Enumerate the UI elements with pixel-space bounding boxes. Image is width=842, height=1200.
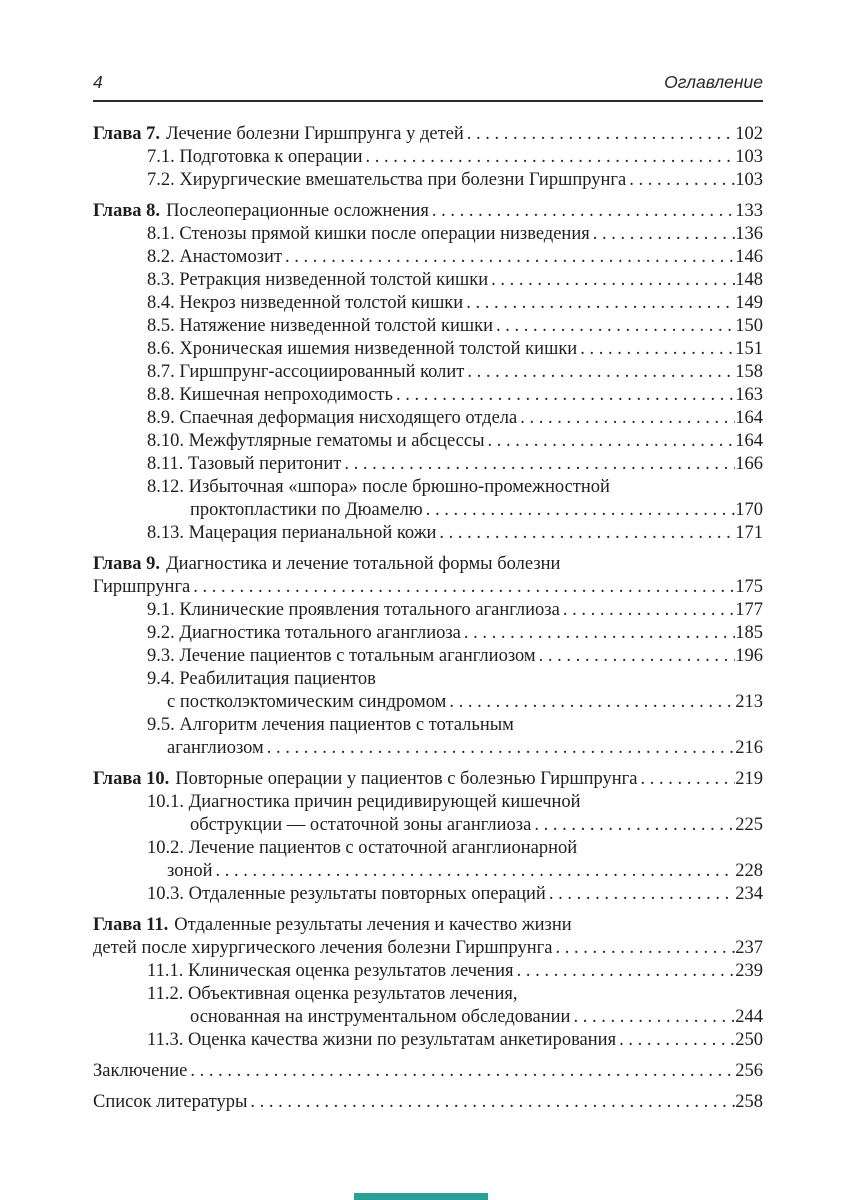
toc-line bbox=[93, 361, 763, 384]
toc-chapter-label: Глава 11. bbox=[93, 915, 169, 935]
toc-page-ref: 164 bbox=[735, 431, 763, 451]
toc-page-ref: 239 bbox=[735, 961, 763, 981]
toc-entry-title: Повторные операции у пациентов с болезнью Гиршпрунга bbox=[175, 769, 638, 789]
toc-chapter-label: Глава 10. bbox=[93, 769, 170, 789]
toc-entry-title: детей после хирургического лечения болезни Гиршпрунга bbox=[93, 938, 553, 958]
toc-entry-title: 9.3. Лечение пациентов с тотальным аганглиозом bbox=[147, 646, 536, 666]
toc-line bbox=[93, 645, 763, 668]
toc-entry-title: 11.1. Клиническая оценка результатов лечения bbox=[147, 961, 514, 981]
toc-line bbox=[93, 737, 763, 760]
toc-line bbox=[93, 146, 763, 169]
toc-line bbox=[93, 860, 763, 883]
toc-line bbox=[93, 768, 763, 791]
toc-line bbox=[93, 223, 763, 246]
dot-leader bbox=[555, 937, 735, 960]
toc-entry-title: 8.7. Гиршпрунг-ассоциированный колит bbox=[147, 362, 465, 382]
toc-page-ref: 228 bbox=[735, 861, 763, 881]
toc-entry-title: 11.3. Оценка качества жизни по результатам анкетирования bbox=[147, 1030, 617, 1050]
toc-entry-title: 9.2. Диагностика тотального аганглиоза bbox=[147, 623, 461, 643]
toc-page-ref: 150 bbox=[735, 316, 763, 336]
toc-line bbox=[93, 791, 763, 814]
toc-line bbox=[93, 960, 763, 983]
toc-page-ref: 225 bbox=[735, 815, 763, 835]
toc-entry-title: 8.3. Ретракция низведенной толстой кишки bbox=[147, 270, 489, 290]
toc-entry-title: 7.1. Подготовка к операции bbox=[147, 147, 363, 167]
toc-line bbox=[93, 622, 763, 645]
dot-leader bbox=[573, 1006, 735, 1029]
toc-entry-title: 8.10. Межфутлярные гематомы и абсцессы bbox=[147, 431, 485, 451]
dot-leader bbox=[488, 430, 736, 453]
toc-line bbox=[93, 914, 763, 937]
toc-entry-title: 8.1. Стенозы прямой кишки после операции низведения bbox=[147, 224, 590, 244]
dot-leader bbox=[517, 960, 736, 983]
toc-line bbox=[93, 200, 763, 223]
toc-line bbox=[93, 384, 763, 407]
toc-page-ref: 196 bbox=[735, 646, 763, 666]
toc-page-ref: 163 bbox=[735, 385, 763, 405]
toc-line bbox=[93, 269, 763, 292]
toc-line bbox=[93, 407, 763, 430]
toc-entry-title: 8.13. Мацерация перианальной кожи bbox=[147, 523, 437, 543]
toc-page-ref: 103 bbox=[735, 147, 763, 167]
toc-line bbox=[93, 338, 763, 361]
toc-page-ref: 237 bbox=[735, 938, 763, 958]
toc-page-ref: 216 bbox=[735, 738, 763, 758]
toc-page-ref: 136 bbox=[735, 224, 763, 244]
toc-chapter-label: Глава 7. bbox=[93, 124, 161, 144]
toc-entry-title: 8.5. Натяжение низведенной толстой кишки bbox=[147, 316, 494, 336]
toc-page-ref: 171 bbox=[735, 523, 763, 543]
toc-line bbox=[93, 292, 763, 315]
toc-entry-title: 8.2. Анастомозит bbox=[147, 247, 283, 267]
dot-leader bbox=[366, 146, 736, 169]
toc-line bbox=[93, 499, 763, 522]
toc-page-ref: 213 bbox=[735, 692, 763, 712]
toc-page-ref: 158 bbox=[735, 362, 763, 382]
toc-entry-title: Отдаленные результаты лечения и качество жизни bbox=[174, 915, 572, 935]
toc-page-ref: 175 bbox=[735, 577, 763, 597]
toc-page-ref: 256 bbox=[735, 1061, 763, 1081]
toc-page-ref: 166 bbox=[735, 454, 763, 474]
toc-line bbox=[93, 837, 763, 860]
toc-line bbox=[93, 1029, 763, 1052]
toc-entry-title: Заключение bbox=[93, 1061, 188, 1081]
running-header bbox=[93, 72, 763, 102]
page-number: 4 bbox=[93, 72, 103, 92]
toc-entry-title: зоной bbox=[167, 861, 213, 881]
dot-leader bbox=[534, 814, 735, 837]
dot-leader bbox=[449, 691, 735, 714]
toc-line bbox=[93, 1091, 763, 1114]
toc-line bbox=[93, 576, 763, 599]
toc-page-ref: 177 bbox=[735, 600, 763, 620]
toc-page-ref: 148 bbox=[735, 270, 763, 290]
toc-line bbox=[93, 599, 763, 622]
toc-entry-title: 10.1. Диагностика причин рецидивирующей кишечной bbox=[147, 792, 581, 812]
toc-entry-title: аганглиозом bbox=[167, 738, 264, 758]
toc-page-ref: 146 bbox=[735, 247, 763, 267]
toc-line bbox=[93, 714, 763, 737]
toc-entry-title: Лечение болезни Гиршпрунга у детей bbox=[166, 124, 464, 144]
toc-entry-title: 10.3. Отдаленные результаты повторных операций bbox=[147, 884, 546, 904]
toc-entry-title: 8.11. Тазовый перитонит bbox=[147, 454, 342, 474]
dot-leader bbox=[250, 1091, 735, 1114]
dot-leader bbox=[190, 1060, 735, 1083]
toc-entry-title: 7.2. Хирургические вмешательства при болезни Гиршпрунга bbox=[147, 170, 627, 190]
toc-entry-title: 11.2. Объективная оценка результатов лечения, bbox=[147, 984, 518, 1004]
toc-entry-title: обструкции — остаточной зоны аганглиоза bbox=[190, 815, 532, 835]
dot-leader bbox=[439, 522, 735, 545]
dot-leader bbox=[285, 246, 735, 269]
toc-page-ref: 133 bbox=[735, 201, 763, 221]
toc-chapter-label: Глава 9. bbox=[93, 554, 161, 574]
toc-page-ref: 149 bbox=[735, 293, 763, 313]
toc-entry-title: Диагностика и лечение тотальной формы болезни bbox=[166, 554, 561, 574]
dot-leader bbox=[216, 860, 736, 883]
toc-line bbox=[93, 476, 763, 499]
toc-page-ref: 250 bbox=[735, 1030, 763, 1050]
dot-leader bbox=[593, 223, 736, 246]
toc-entry-title: с постколэктомическим синдромом bbox=[167, 692, 447, 712]
toc-entry-title: 8.12. Избыточная «шпора» после брюшно-промежностной bbox=[147, 477, 610, 497]
dot-leader bbox=[491, 269, 735, 292]
toc-entry-title: 8.8. Кишечная непроходимость bbox=[147, 385, 393, 405]
toc-line bbox=[93, 1060, 763, 1083]
dot-leader bbox=[640, 768, 735, 791]
toc-line bbox=[93, 522, 763, 545]
toc-line bbox=[93, 814, 763, 837]
toc-entry-title: 8.4. Некроз низведенной толстой кишки bbox=[147, 293, 464, 313]
toc-page-ref: 244 bbox=[735, 1007, 763, 1027]
toc-entry-title: 8.9. Спаечная деформация нисходящего отдела bbox=[147, 408, 518, 428]
toc-line bbox=[93, 246, 763, 269]
toc-line bbox=[93, 1006, 763, 1029]
toc-line bbox=[93, 453, 763, 476]
toc-page-ref: 164 bbox=[735, 408, 763, 428]
dot-leader bbox=[426, 499, 736, 522]
toc-line bbox=[93, 937, 763, 960]
toc-entry-title: 9.1. Клинические проявления тотального аганглиоза bbox=[147, 600, 560, 620]
toc-entry-title: 10.2. Лечение пациентов с остаточной аганглионарной bbox=[147, 838, 578, 858]
toc-page-ref: 170 bbox=[735, 500, 763, 520]
toc-page-ref: 102 bbox=[735, 124, 763, 144]
table-of-contents bbox=[93, 123, 763, 1114]
dot-leader bbox=[432, 200, 735, 223]
dot-leader bbox=[629, 169, 735, 192]
dot-leader bbox=[580, 338, 735, 361]
toc-chapter-label: Глава 8. bbox=[93, 201, 161, 221]
toc-page-ref: 185 bbox=[735, 623, 763, 643]
toc-entry-title: Список литературы bbox=[93, 1092, 248, 1112]
toc-page-ref: 258 bbox=[735, 1092, 763, 1112]
toc-entry-title: Гиршпрунга bbox=[93, 577, 191, 597]
toc-line bbox=[93, 668, 763, 691]
toc-line bbox=[93, 123, 763, 146]
toc-line bbox=[93, 691, 763, 714]
toc-entry-title: Послеоперационные осложнения bbox=[166, 201, 429, 221]
dot-leader bbox=[344, 453, 735, 476]
dot-leader bbox=[619, 1029, 735, 1052]
dot-leader bbox=[193, 576, 735, 599]
toc-line bbox=[93, 553, 763, 576]
running-title: Оглавление bbox=[664, 72, 763, 92]
dot-leader bbox=[549, 883, 735, 906]
toc-line bbox=[93, 883, 763, 906]
toc-entry-title: 9.4. Реабилитация пациентов bbox=[147, 669, 376, 689]
toc-line bbox=[93, 169, 763, 192]
dot-leader bbox=[496, 315, 735, 338]
bottom-accent-bar bbox=[354, 1193, 488, 1200]
dot-leader bbox=[467, 123, 735, 146]
dot-leader bbox=[466, 292, 735, 315]
toc-page-ref: 103 bbox=[735, 170, 763, 190]
toc-page-ref: 219 bbox=[735, 769, 763, 789]
toc-page-ref: 151 bbox=[735, 339, 763, 359]
dot-leader bbox=[539, 645, 736, 668]
dot-leader bbox=[563, 599, 735, 622]
toc-page-ref: 234 bbox=[735, 884, 763, 904]
dot-leader bbox=[464, 622, 735, 645]
dot-leader bbox=[396, 384, 735, 407]
toc-entry-title: 9.5. Алгоритм лечения пациентов с тотальным bbox=[147, 715, 514, 735]
toc-entry-title: проктопластики по Дюамелю bbox=[190, 500, 423, 520]
dot-leader bbox=[520, 407, 735, 430]
dot-leader bbox=[267, 737, 736, 760]
toc-line bbox=[93, 983, 763, 1006]
toc-line bbox=[93, 430, 763, 453]
dot-leader bbox=[467, 361, 735, 384]
toc-line bbox=[93, 315, 763, 338]
toc-entry-title: 8.6. Хроническая ишемия низведенной толстой кишки bbox=[147, 339, 578, 359]
toc-entry-title: основанная на инструментальном обследовании bbox=[190, 1007, 571, 1027]
